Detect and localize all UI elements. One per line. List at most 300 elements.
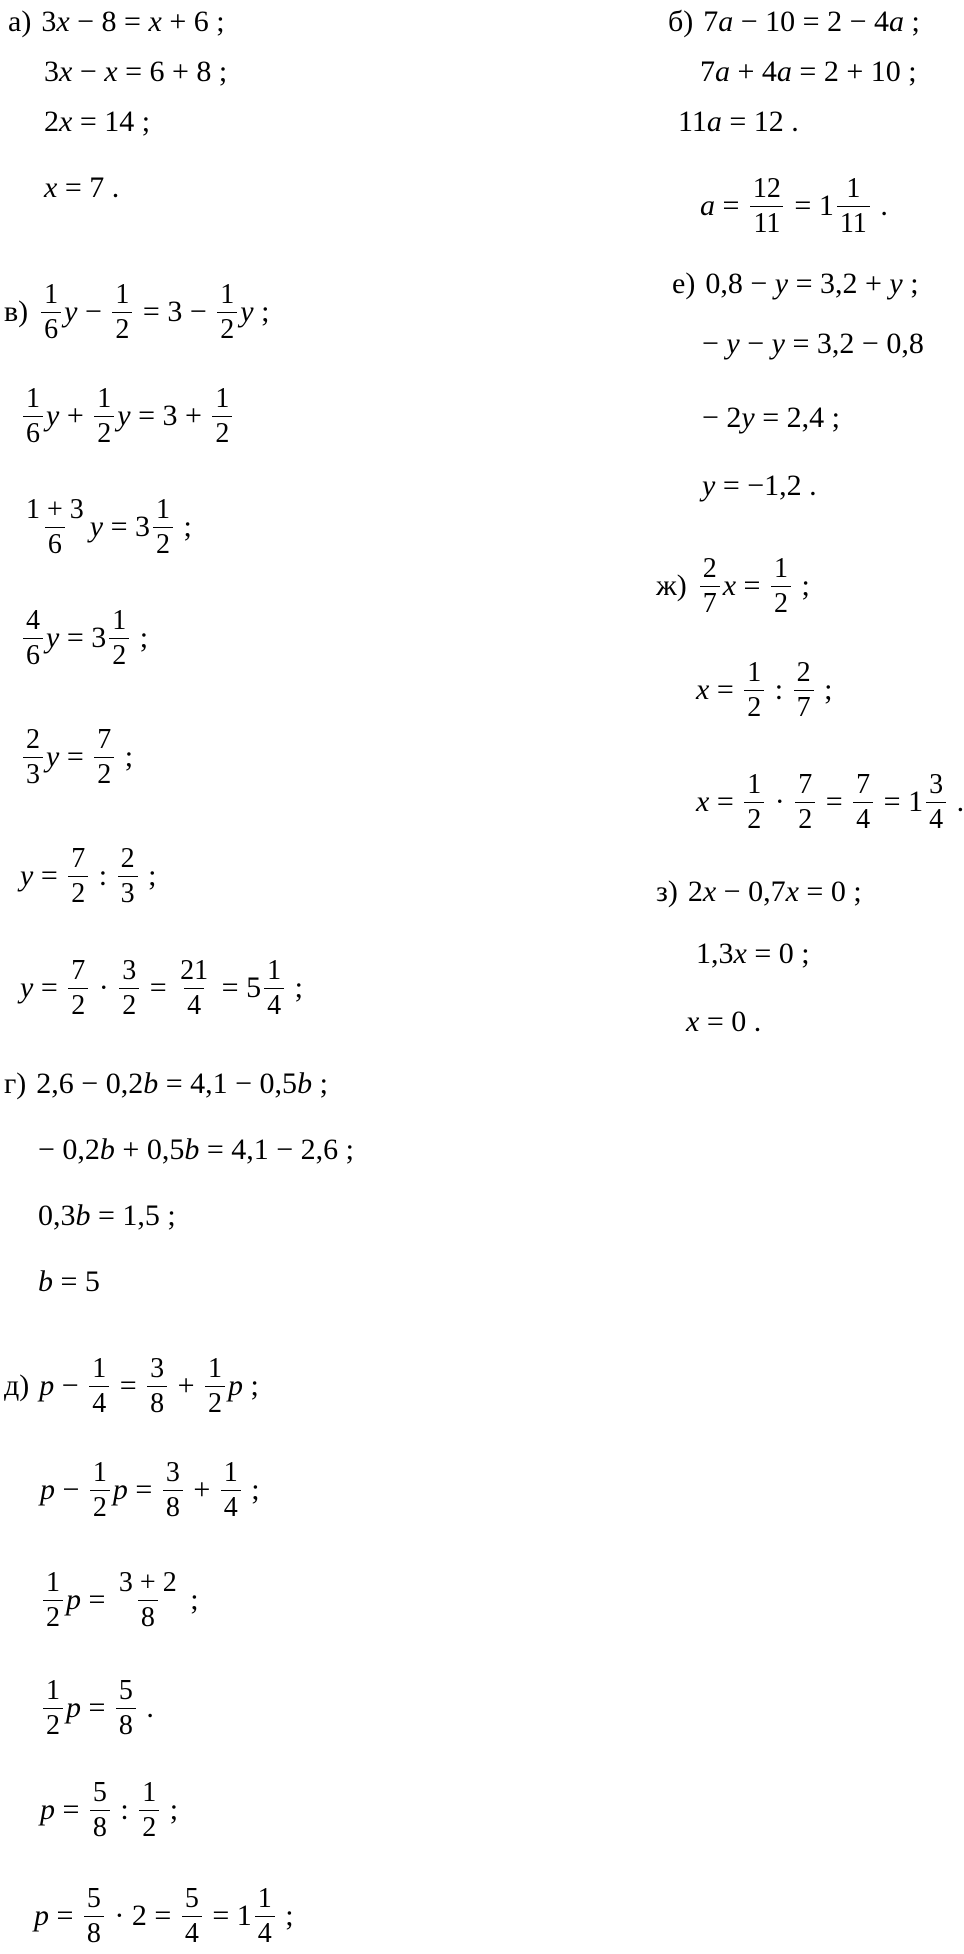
math-text: = 5 [214, 971, 262, 1004]
math-text: · [91, 971, 117, 1004]
math-text: = 2 + 10 ; [791, 55, 917, 88]
equation-line [20, 384, 235, 448]
denominator: 2 [205, 1386, 225, 1419]
math-text: = −1,2 . [715, 469, 817, 502]
math-text: = [33, 859, 66, 892]
math-text: = 0 ; [746, 937, 810, 970]
equation-line [40, 1458, 260, 1522]
math-text: ; [816, 673, 833, 706]
equation-line [20, 844, 156, 908]
fraction [23, 606, 43, 671]
denominator: 2 [119, 988, 139, 1021]
denominator: 6 [41, 312, 61, 345]
fraction [68, 844, 88, 909]
denominator: 2 [94, 416, 114, 449]
math-text: 3 [44, 55, 59, 88]
variable: y [771, 327, 785, 360]
numerator: 3 [122, 954, 137, 986]
numerator: 1 [220, 278, 235, 310]
numerator: 7 [71, 842, 86, 874]
variable: y [726, 327, 740, 360]
numerator: 21 [180, 954, 209, 986]
problem-label: ж) [656, 569, 687, 602]
math-text: = [81, 1583, 113, 1616]
math-text: = [81, 1691, 113, 1724]
equation-line [702, 454, 817, 518]
numerator: 7 [798, 768, 813, 800]
equation-line [40, 1568, 199, 1632]
math-text: : [112, 1793, 137, 1826]
numerator: 3 [929, 768, 944, 800]
math-text: − [54, 1369, 87, 1402]
numerator: 7 [97, 723, 112, 755]
denominator: 4 [853, 802, 873, 835]
variable: a [718, 5, 734, 38]
denominator: 2 [217, 312, 237, 345]
math-text: = 3 + [130, 399, 210, 432]
math-text: · 2 = [106, 1899, 179, 1932]
math-text: 3 [41, 5, 57, 38]
math-text: = [142, 971, 175, 1004]
math-text: + 6 ; [161, 5, 225, 38]
math-text: − [55, 1473, 87, 1506]
numerator: 1 [773, 552, 788, 584]
denominator: 2 [744, 690, 764, 723]
equation-line [38, 1184, 176, 1248]
problem-label: е) [672, 267, 696, 300]
fraction [89, 1354, 109, 1419]
denominator: 6 [23, 416, 43, 449]
math-text: − 0,2 [38, 1133, 100, 1166]
math-text: ; [312, 1067, 328, 1100]
math-text: + 4 [730, 55, 777, 88]
variable: x [702, 875, 717, 908]
math-text: . [872, 189, 888, 222]
fraction [119, 956, 139, 1021]
problem-label: а) [8, 5, 32, 38]
variable: b [143, 1067, 159, 1100]
math-text: · [767, 785, 793, 818]
fraction [43, 1676, 63, 1741]
equation-line [40, 1676, 154, 1740]
variable: b [99, 1133, 115, 1166]
fraction [116, 1568, 180, 1633]
variable: x [722, 569, 737, 602]
variable: x [785, 875, 799, 908]
fraction [795, 770, 815, 835]
math-text: − [739, 327, 772, 360]
denominator: 7 [700, 586, 720, 619]
variable: y [774, 267, 789, 300]
math-text: ; [182, 1583, 199, 1616]
denominator: 2 [68, 988, 88, 1021]
denominator: 2 [139, 1810, 159, 1843]
denominator: 4 [926, 802, 946, 835]
equation-line [20, 725, 133, 789]
fraction [744, 658, 764, 723]
numerator: 1 [208, 1352, 223, 1384]
math-text: 1,3 [696, 937, 734, 970]
math-text: = [49, 1899, 81, 1932]
problem-label: б) [668, 5, 694, 38]
equation-line [696, 658, 832, 722]
variable: a [776, 55, 792, 88]
variable: y [46, 399, 60, 432]
math-text: − [72, 55, 105, 88]
variable: x [696, 785, 710, 818]
math-text: = 4,1 − 2,6 ; [199, 1133, 355, 1166]
equation-line [34, 1884, 294, 1948]
fraction [926, 770, 946, 835]
math-text: = [715, 189, 747, 222]
math-text: = 3 [103, 510, 151, 543]
numerator: 5 [184, 1882, 199, 1914]
fraction [84, 1884, 104, 1949]
fraction [94, 384, 114, 449]
math-text: ; [243, 1473, 260, 1506]
math-text: = 0 . [699, 1005, 762, 1038]
math-text: = 1 [204, 1899, 252, 1932]
denominator: 4 [89, 1386, 109, 1419]
denominator: 4 [264, 988, 284, 1021]
equation-line [44, 156, 119, 220]
math-text: + 0,5 [114, 1133, 185, 1166]
math-text: 7 [700, 55, 715, 88]
math-text: ; [176, 510, 192, 543]
variable: y [702, 469, 716, 502]
denominator: 8 [163, 1490, 183, 1523]
denominator: 4 [221, 1490, 241, 1523]
denominator: 11 [750, 206, 783, 239]
variable: p [34, 1899, 49, 1932]
math-text: ; [140, 859, 157, 892]
denominator: 4 [255, 1916, 275, 1949]
variable: x [148, 5, 162, 38]
fraction [750, 174, 784, 239]
fraction [118, 844, 138, 909]
numerator: 1 [112, 604, 127, 636]
numerator: 1 [267, 954, 282, 986]
math-text: . [138, 1691, 154, 1724]
fraction [94, 725, 114, 790]
math-text: + [185, 1473, 218, 1506]
variable: p [40, 1793, 55, 1826]
variable: y [889, 267, 903, 300]
math-text: − 10 = 2 − 4 [733, 5, 890, 38]
fraction [700, 554, 720, 619]
math-text: = [736, 569, 768, 602]
math-text: 2 [44, 105, 59, 138]
math-text: . [949, 785, 964, 818]
variable: y [240, 295, 254, 328]
numerator: 1 [46, 1566, 60, 1598]
denominator: 8 [90, 1810, 110, 1843]
variable: p [66, 1583, 81, 1616]
numerator: 7 [856, 768, 871, 800]
math-text: = [112, 1369, 145, 1402]
problem-label: в) [4, 295, 29, 328]
variable: y [46, 740, 60, 773]
equation-line [702, 312, 924, 376]
variable: x [696, 673, 710, 706]
equation-line [700, 174, 888, 238]
fraction [23, 384, 43, 449]
math-text: 2 [687, 875, 703, 908]
denominator: 8 [116, 1708, 136, 1741]
fraction [41, 280, 61, 345]
numerator: 2 [120, 842, 135, 874]
numerator: 1 [215, 382, 230, 414]
numerator: 3 [165, 1456, 180, 1488]
problem-label: д) [4, 1369, 30, 1402]
variable: x [59, 105, 73, 138]
math-text: ; [904, 5, 920, 38]
denominator: 2 [212, 416, 232, 449]
math-text: 0,3 [38, 1199, 76, 1232]
variable: x [56, 5, 70, 38]
math-text: ; [132, 621, 149, 654]
math-text: + [59, 399, 92, 432]
fraction [112, 280, 132, 345]
fraction [23, 495, 87, 560]
variable: p [40, 1473, 55, 1506]
equation-line [4, 1354, 259, 1418]
math-text: ; [287, 971, 303, 1004]
numerator: 1 [156, 493, 171, 525]
denominator: 8 [147, 1386, 167, 1419]
variable: a [700, 189, 715, 222]
numerator: 1 [26, 382, 40, 414]
math-text: = 5 [53, 1265, 100, 1298]
variable: y [46, 621, 60, 654]
fraction [217, 280, 237, 345]
numerator: 5 [118, 1674, 133, 1706]
equation-line [20, 495, 192, 559]
numerator: 1 [92, 1352, 107, 1384]
math-text: − 0,7 [716, 875, 786, 908]
equation-line [20, 606, 148, 670]
numerator: 3 [150, 1352, 165, 1384]
math-text: = [55, 1793, 87, 1826]
fraction [771, 554, 791, 619]
variable: p [228, 1369, 244, 1402]
math-text: = 1 [876, 785, 924, 818]
denominator: 2 [94, 757, 114, 790]
variable: y [20, 859, 34, 892]
denominator: 8 [138, 1600, 158, 1633]
equation-line [686, 990, 761, 1054]
fraction [116, 1676, 136, 1741]
variable: y [741, 401, 755, 434]
fraction [212, 384, 232, 449]
math-text: = 4,1 − 0,5 [158, 1067, 298, 1100]
math-text: 7 [703, 5, 719, 38]
variable: p [112, 1473, 128, 1506]
math-text: − [702, 327, 727, 360]
variable: p [66, 1691, 81, 1724]
numerator: 3 + 2 [118, 1566, 177, 1598]
fraction [90, 1458, 110, 1523]
equation-line [38, 1250, 100, 1314]
math-text: = 14 ; [72, 105, 151, 138]
numerator: 1 [747, 656, 762, 688]
variable: x [59, 55, 73, 88]
numerator: 5 [86, 1882, 101, 1914]
math-text: = [127, 1473, 160, 1506]
equation-line [20, 956, 303, 1020]
equation-line [4, 280, 269, 344]
variable: y [20, 971, 34, 1004]
denominator: 7 [794, 690, 814, 723]
problem-label: г) [4, 1067, 27, 1100]
math-text: + [170, 1369, 203, 1402]
fraction [837, 174, 870, 239]
math-text: = [709, 785, 742, 818]
variable: y [64, 295, 78, 328]
math-text: ; [793, 569, 810, 602]
math-text: = 1,5 ; [90, 1199, 176, 1232]
equation-line [38, 1118, 354, 1182]
numerator: 1 [223, 1456, 238, 1488]
fraction [109, 606, 129, 671]
variable: a [706, 105, 722, 138]
denominator: 11 [837, 206, 870, 239]
math-text: = 0 ; [798, 875, 862, 908]
denominator: 6 [45, 527, 65, 560]
math-text: 2,6 − 0,2 [36, 1067, 144, 1100]
numerator: 2 [796, 656, 811, 688]
math-text: = 3,2 − 0,8 [785, 327, 924, 360]
denominator: 2 [43, 1708, 63, 1741]
math-text: : [91, 859, 115, 892]
numerator: 1 [46, 1674, 60, 1706]
numerator: 12 [752, 172, 781, 204]
equation-line [656, 554, 810, 618]
numerator: 4 [26, 604, 40, 636]
math-text: ; [117, 740, 134, 773]
numerator: 1 [44, 278, 59, 310]
math-text: = 12 . [721, 105, 799, 138]
math-text: ; [243, 1369, 259, 1402]
numerator: 1 [257, 1882, 272, 1914]
math-text: − 2 [702, 401, 742, 434]
denominator: 2 [90, 1490, 110, 1523]
fraction [43, 1568, 63, 1633]
variable: p [39, 1369, 55, 1402]
numerator: 2 [702, 552, 717, 584]
numerator: 2 [26, 723, 40, 755]
equation-line [40, 1778, 178, 1842]
denominator: 2 [153, 527, 173, 560]
math-text: = [709, 673, 742, 706]
equation-line [656, 860, 862, 924]
denominator: 2 [744, 802, 764, 835]
fraction [163, 1458, 183, 1523]
denominator: 2 [43, 1600, 63, 1633]
denominator: 4 [182, 1916, 202, 1949]
fraction [264, 956, 284, 1021]
fraction [255, 1884, 275, 1949]
numerator: 1 [747, 768, 762, 800]
denominator: 2 [109, 638, 129, 671]
variable: x [686, 1005, 700, 1038]
numerator: 1 [846, 172, 861, 204]
math-text: = 3 [59, 621, 107, 654]
fraction [147, 1354, 167, 1419]
math-text: = 7 . [57, 171, 120, 204]
variable: a [889, 5, 905, 38]
numerator: 7 [71, 954, 86, 986]
fraction [794, 658, 814, 723]
variable: b [38, 1265, 53, 1298]
fraction [221, 1458, 241, 1523]
variable: b [75, 1199, 91, 1232]
math-text: = 3 − [135, 295, 215, 328]
math-text: ; [162, 1793, 179, 1826]
fraction [153, 495, 173, 560]
fraction [68, 956, 88, 1021]
variable: x [733, 937, 747, 970]
variable: x [104, 55, 118, 88]
denominator: 2 [771, 586, 791, 619]
denominator: 3 [118, 876, 138, 909]
math-text: = [33, 971, 66, 1004]
fraction [90, 1778, 110, 1843]
denominator: 8 [84, 1916, 104, 1949]
equation-line [672, 252, 919, 316]
math-text: = [59, 740, 92, 773]
variable: y [89, 510, 104, 543]
fraction [744, 770, 764, 835]
numerator: 1 + 3 [26, 493, 84, 525]
denominator: 3 [23, 757, 43, 790]
denominator: 2 [68, 876, 88, 909]
equation-line [4, 1052, 328, 1116]
numerator: 1 [92, 1456, 107, 1488]
math-text: = 6 + 8 ; [117, 55, 228, 88]
math-text: ; [902, 267, 919, 300]
denominator: 6 [23, 638, 43, 671]
math-text: − 8 = [69, 5, 149, 38]
variable: x [44, 171, 58, 204]
problem-label: з) [656, 875, 678, 908]
variable: b [184, 1133, 200, 1166]
equation-line [696, 770, 964, 834]
equation-line [702, 386, 840, 450]
equation-line [696, 922, 810, 986]
math-text: ; [253, 295, 270, 328]
variable: b [297, 1067, 313, 1100]
math-text: = [818, 785, 851, 818]
denominator: 2 [795, 802, 815, 835]
denominator: 2 [112, 312, 132, 345]
numerator: 1 [115, 278, 130, 310]
fraction [182, 1884, 202, 1949]
math-text: : [767, 673, 791, 706]
math-text: = 1 [786, 189, 834, 222]
variable: y [117, 399, 131, 432]
fraction [23, 725, 43, 790]
numerator: 1 [97, 382, 112, 414]
equation-line [44, 90, 150, 154]
variable: a [715, 55, 730, 88]
math-text: − [77, 295, 110, 328]
fraction [853, 770, 873, 835]
fraction [177, 956, 211, 1021]
numerator: 1 [142, 1776, 157, 1808]
fraction [205, 1354, 225, 1419]
math-text: 11 [678, 105, 707, 138]
